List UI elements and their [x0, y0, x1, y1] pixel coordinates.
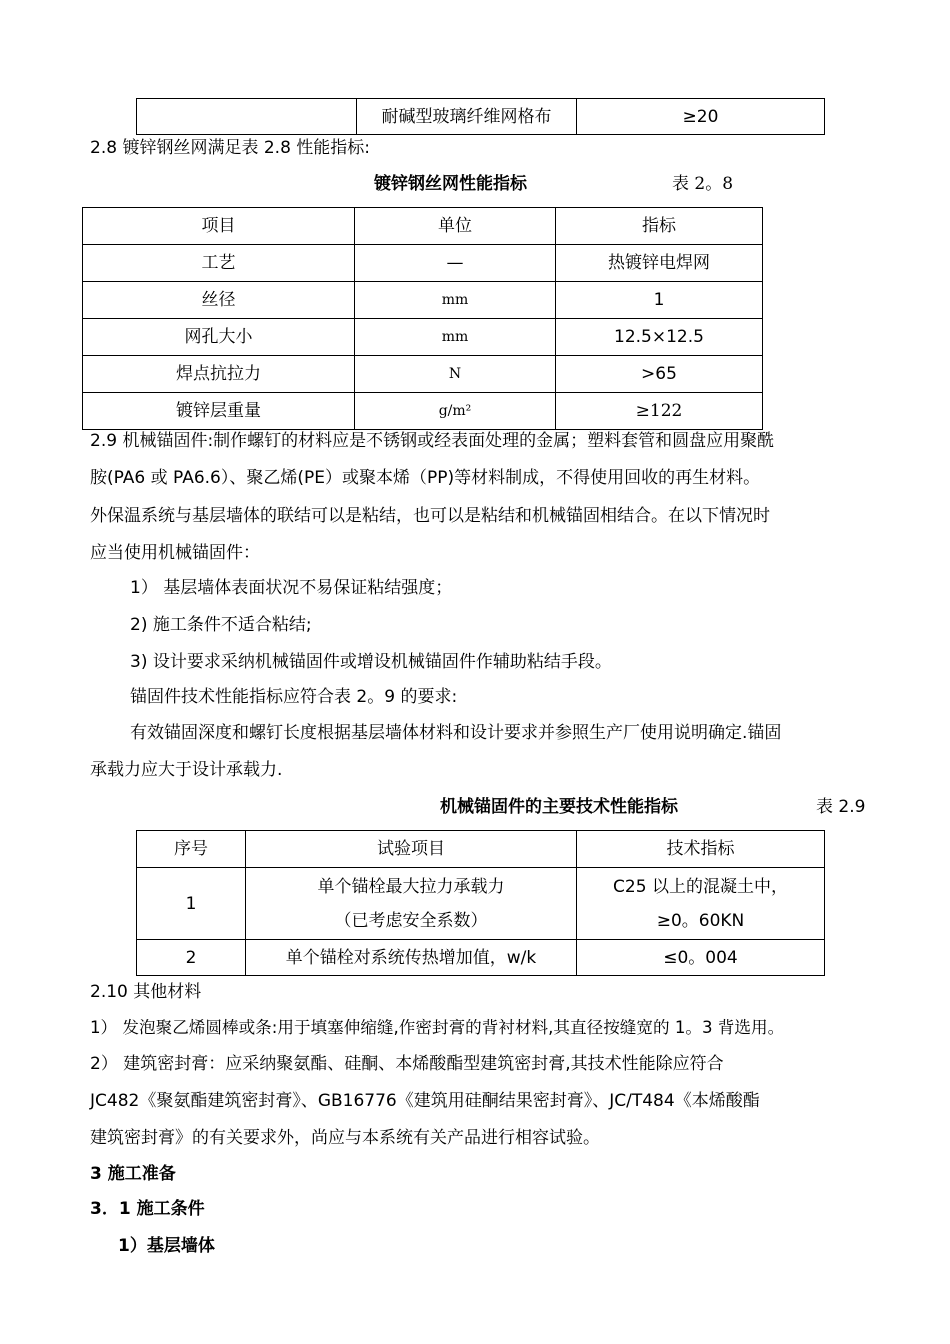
table-2-8: [82, 207, 763, 430]
paragraph-line: 胺(PA6 或 PA6.6）、聚乙烯(PE）或聚本烯（PP)等材料制成，不得使用回收的再生材料。: [90, 468, 761, 488]
list-item: 2) 施工条件不适合粘结;: [130, 615, 312, 635]
table-cell: 热镀锌电焊网: [556, 245, 763, 282]
table-cell: 焊点抗拉力: [83, 356, 355, 393]
table-cell: 2: [137, 940, 246, 976]
section-3-1-1-heading: 1）基层墙体: [118, 1236, 215, 1256]
table-row: [83, 245, 763, 282]
table-cell: mm: [355, 282, 556, 319]
top-table-cell: ≥20: [577, 99, 825, 135]
table-cell: N: [355, 356, 556, 393]
table-2-9: [136, 830, 825, 976]
table-row: [137, 940, 825, 976]
list-item: 3) 设计要求采纳机械锚固件或增设机械锚固件作辅助粘结手段。: [130, 652, 612, 672]
table-header-cell: 技术指标: [577, 831, 825, 868]
table-2-9-title: 机械锚固件的主要技术性能指标: [440, 797, 678, 817]
table-row: [83, 282, 763, 319]
cell-line: ≥0。60KN: [656, 910, 745, 931]
table-header-cell: 指标: [556, 208, 763, 245]
table-header-cell: 项目: [83, 208, 355, 245]
paragraph-line: 2.9 机械锚固件:制作螺钉的材料应是不锈钢或经表面处理的金属；塑料套管和圆盘应用聚酰: [90, 431, 775, 451]
table-header-cell: 试验项目: [246, 831, 577, 868]
paragraph-line: 有效锚固深度和螺钉长度根据基层墙体材料和设计要求并参照生产厂使用说明确定.锚固: [130, 723, 782, 743]
cell-line: 单个锚栓最大拉力承载力: [317, 876, 505, 897]
table-cell: ≥122: [556, 393, 763, 430]
table-cell: 网孔大小: [83, 319, 355, 356]
table-cell: 镀锌层重量: [83, 393, 355, 430]
paragraph-line: JC482《聚氨酯建筑密封膏》、GB16776《建筑用硅酮结果密封膏》、JC/T484《本烯酸酯: [90, 1091, 760, 1111]
table-cell: 丝径: [83, 282, 355, 319]
table-cell: 工艺: [83, 245, 355, 282]
section-3-heading: 3 施工准备: [90, 1164, 176, 1184]
cell-line: C25 以上的混凝土中，: [613, 876, 788, 897]
table-2-8-title: 镀锌钢丝网性能指标: [374, 174, 527, 194]
table-cell: 12.5×12.5: [556, 319, 763, 356]
table-row: [83, 356, 763, 393]
table-cell: 1: [137, 868, 246, 940]
paragraph-line: 1） 发泡聚乙烯圆棒或条:用于填塞伸缩缝,作密封膏的背衬材料,其直径按缝宽的 1。3 背选用。: [90, 1018, 785, 1037]
table-row: [83, 319, 763, 356]
table-cell: g/m²: [355, 393, 556, 430]
table-cell: [577, 868, 825, 940]
paragraph-line: 外保温系统与基层墙体的联结可以是粘结，也可以是粘结和机械锚固相结合。在以下情况时: [90, 506, 770, 526]
paragraph-line: 应当使用机械锚固件：: [90, 543, 260, 563]
table-2-9-number: 表 2.9: [816, 797, 866, 817]
section-2-10-title: 2.10 其他材料: [90, 982, 202, 1002]
table-header-cell: 单位: [355, 208, 556, 245]
table-2-8-number: 表 2。8: [672, 174, 734, 194]
table-cell: 1: [556, 282, 763, 319]
table-row: [137, 868, 825, 940]
table-row: [83, 393, 763, 430]
cell-line: （已考虑安全系数）: [334, 910, 488, 931]
section-3-1-heading: 3．1 施工条件: [90, 1199, 205, 1219]
table-cell: ≤0。004: [577, 940, 825, 976]
section-2-8-intro: 2.8 镀锌钢丝网满足表 2.8 性能指标:: [90, 138, 371, 158]
paragraph-line: 建筑密封膏》的有关要求外，尚应与本系统有关产品进行相容试验。: [90, 1128, 600, 1148]
paragraph-line: 2） 建筑密封膏：应采纳聚氨酯、硅酮、本烯酸酯型建筑密封膏,其技术性能除应符合: [90, 1054, 724, 1074]
table-cell: —: [355, 245, 556, 282]
table-cell: mm: [355, 319, 556, 356]
table-cell: >65: [556, 356, 763, 393]
list-item: 1） 基层墙体表面状况不易保证粘结强度；: [130, 578, 453, 598]
table-header-cell: 序号: [137, 831, 246, 868]
paragraph-line: 承载力应大于设计承载力.: [90, 760, 283, 780]
top-table-cell: [137, 99, 357, 135]
top-table: [136, 98, 825, 135]
paragraph-line: 锚固件技术性能指标应符合表 2。9 的要求:: [130, 687, 458, 707]
table-cell: [246, 868, 577, 940]
top-table-cell: 耐碱型玻璃纤维网格布: [357, 99, 577, 135]
table-cell: 单个锚栓对系统传热增加值，w/k: [246, 940, 577, 976]
